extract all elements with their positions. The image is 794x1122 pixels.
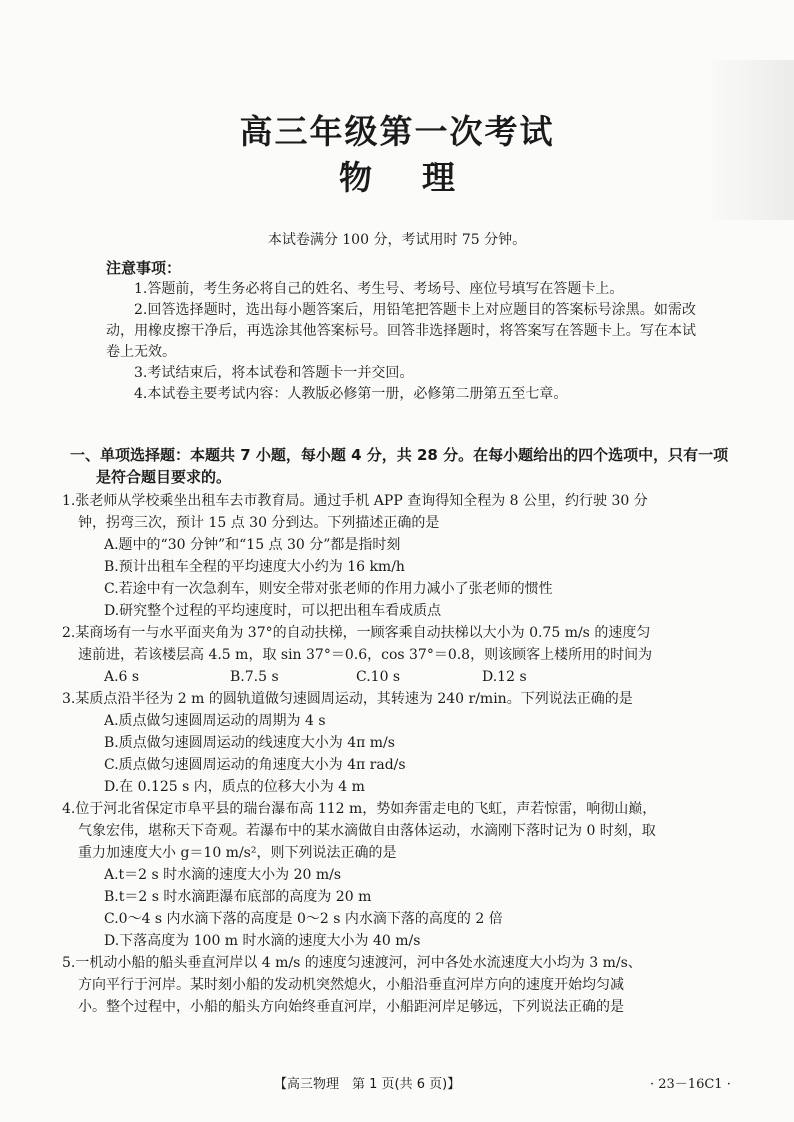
stem-line: 3.某质点沿半径为 2 m 的圆轨道做匀速圆周运动，其转速为 240 r/min。下列说法正确的是: [62, 691, 633, 707]
option-c: C.若途中有一次急刹车，则安全带对张老师的作用力减小了张老师的惯性: [104, 581, 553, 597]
question-stem: [62, 688, 730, 710]
option-c: C.10 s: [356, 669, 401, 685]
option-b: B.质点做匀速圆周运动的线速度大小为 4π m/s: [104, 735, 395, 751]
option-c: C.质点做匀速圆周运动的角速度大小为 4π rad/s: [104, 757, 406, 773]
stem-line: 5.一机动小船的船头垂直河岸以 4 m/s 的速度匀速渡河，河中各处水流速度大小均为 3 m/s、: [62, 955, 642, 971]
option-d: D.下落高度为 100 m 时水滴的速度大小为 40 m/s: [104, 933, 421, 949]
option-b: B.预计出租车全程的平均速度大小约为 16 km/h: [104, 559, 405, 575]
question-4: [62, 798, 730, 952]
stem-line: 重力加速度大小 g＝10 m/s²，则下列说法正确的是: [78, 845, 397, 861]
note-item: 2.回答选择题时，选出每小题答案后，用铅笔把答题卡上对应题目的答案标号涂黑。如需改动，用橡皮擦干净后，再选涂其他答案标号。回答非选择题时，将答案写在答题卡上。写在本试卷上无效。: [106, 302, 696, 360]
stem-line: 4.位于河北省保定市阜平县的瑞台瀑布高 112 m，势如奔雷走电的飞虹，声若惊雷，响彻山巅，: [62, 801, 657, 817]
option-a: A.质点做匀速圆周运动的周期为 4 s: [104, 713, 326, 729]
option-a: A.题中的“30 分钟”和“15 点 30 分”都是指时刻: [104, 537, 401, 553]
section-heading: [70, 444, 730, 488]
question-2: [62, 622, 730, 688]
question-1: [62, 490, 730, 622]
question-stem: [62, 622, 730, 666]
page-footer: [0, 1074, 794, 1096]
option-b: B.t＝2 s 时水滴距瀑布底部的高度为 20 m: [104, 889, 372, 905]
notes-list: [106, 279, 696, 405]
question-3: [62, 688, 730, 798]
stem-line: 2.某商场有一与水平面夹角为 37°的自动扶梯，一顾客乘自动扶梯以大小为 0.75 m/s 的速度匀: [62, 625, 651, 641]
section-line-1: 一、单项选择题：本题共 7 小题，每小题 4 分，共 28 分。在每小题给出的四个选项中，只有一项: [70, 446, 729, 464]
option-a: A.t＝2 s 时水滴的速度大小为 20 m/s: [104, 867, 342, 883]
page-number: 【高三物理 第 1 页(共 6 页)】: [274, 1077, 461, 1092]
question-stem: [62, 490, 730, 534]
question-stem: [62, 798, 730, 864]
note-item: 3.考试结束后，将本试卷和答题卡一并交回。: [134, 365, 414, 381]
stem-line: 1.张老师从学校乘坐出租车去市教育局。通过手机 APP 查询得知全程为 8 公里，约行驶 30 分: [62, 493, 648, 509]
stem-line: 钟，拐弯三次，预计 15 点 30 分到达。下列描述正确的是: [78, 515, 440, 531]
option-d: D.在 0.125 s 内，质点的位移大小为 4 m: [104, 779, 365, 795]
exam-title: 高三年级第一次考试: [239, 112, 555, 151]
question-5: [62, 952, 730, 1018]
question-stem: [62, 952, 730, 1018]
note-item: 1.答题前，考生务必将自己的姓名、考生号、考场号、座位号填写在答题卡上。: [134, 281, 624, 297]
question-list: [62, 490, 730, 1018]
subject-title: 物理: [339, 158, 505, 197]
option-b: B.7.5 s: [230, 669, 279, 685]
stem-line: 方向平行于河岸。某时刻小船的发动机突然熄火，小船沿垂直河岸方向的速度开始均匀减: [78, 977, 624, 993]
notes-heading: 注意事项：: [106, 259, 182, 277]
option-d: D.12 s: [482, 669, 527, 685]
option-a: A.6 s: [104, 669, 140, 685]
option-row: [62, 666, 730, 688]
stem-line: 气象宏伟，堪称天下奇观。若瀑布中的某水滴做自由落体运动，水滴刚下落时记为 0 时刻，取: [78, 823, 656, 839]
option-c: C.0～4 s 内水滴下落的高度是 0～2 s 内水滴下落的高度的 2 倍: [104, 911, 503, 927]
exam-info: 本试卷满分 100 分，考试用时 75 分钟。: [267, 232, 527, 248]
stem-line: 速前进，若该楼层高 4.5 m，取 sin 37°＝0.6，cos 37°＝0.8，则该顾客上楼所用的时间为: [78, 647, 653, 663]
stem-line: 小。整个过程中，小船的船头方向始终垂直河岸，小船距河岸足够远，下列说法正确的是: [78, 999, 624, 1015]
option-d: D.研究整个过程的平均速度时，可以把出租车看成质点: [104, 603, 442, 619]
section-line-2: 是符合题目要求的。: [96, 468, 232, 486]
paper-code: · 23－16C1 ·: [650, 1077, 731, 1092]
note-item: 4.本试卷主要考试内容：人教版必修第一册，必修第二册第五至七章。: [134, 386, 568, 402]
